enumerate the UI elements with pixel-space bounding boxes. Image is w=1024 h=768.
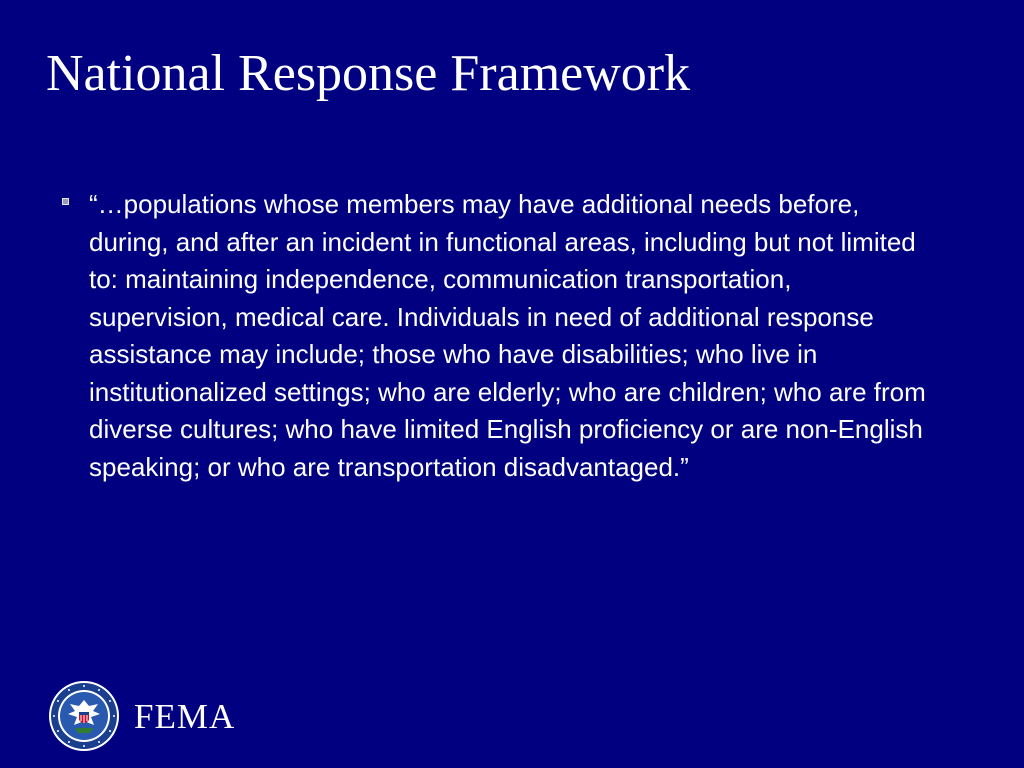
fema-wordmark: FEMA — [134, 696, 236, 736]
bullet-text: “…populations whose members may have additional needs before, during, and after an incident in functional areas, including but not limited to: maintaining independence, communication transportation, supervision, medical care. Individuals in need of additional response assistance may include; those who have disabilities; who live in institutionalized settings; who are elderly; who are children; who are from diverse cultures; who have limited English proficiency or are non-English speaking; or who are transportation disadvantaged.” — [89, 189, 926, 482]
bullet-item — [62, 186, 932, 486]
fema-logo — [48, 680, 235, 752]
slide-title: National Response Framework — [46, 45, 691, 102]
bullet-list — [62, 186, 932, 486]
dhs-seal-icon — [48, 680, 120, 752]
square-bullet-icon — [62, 198, 69, 205]
